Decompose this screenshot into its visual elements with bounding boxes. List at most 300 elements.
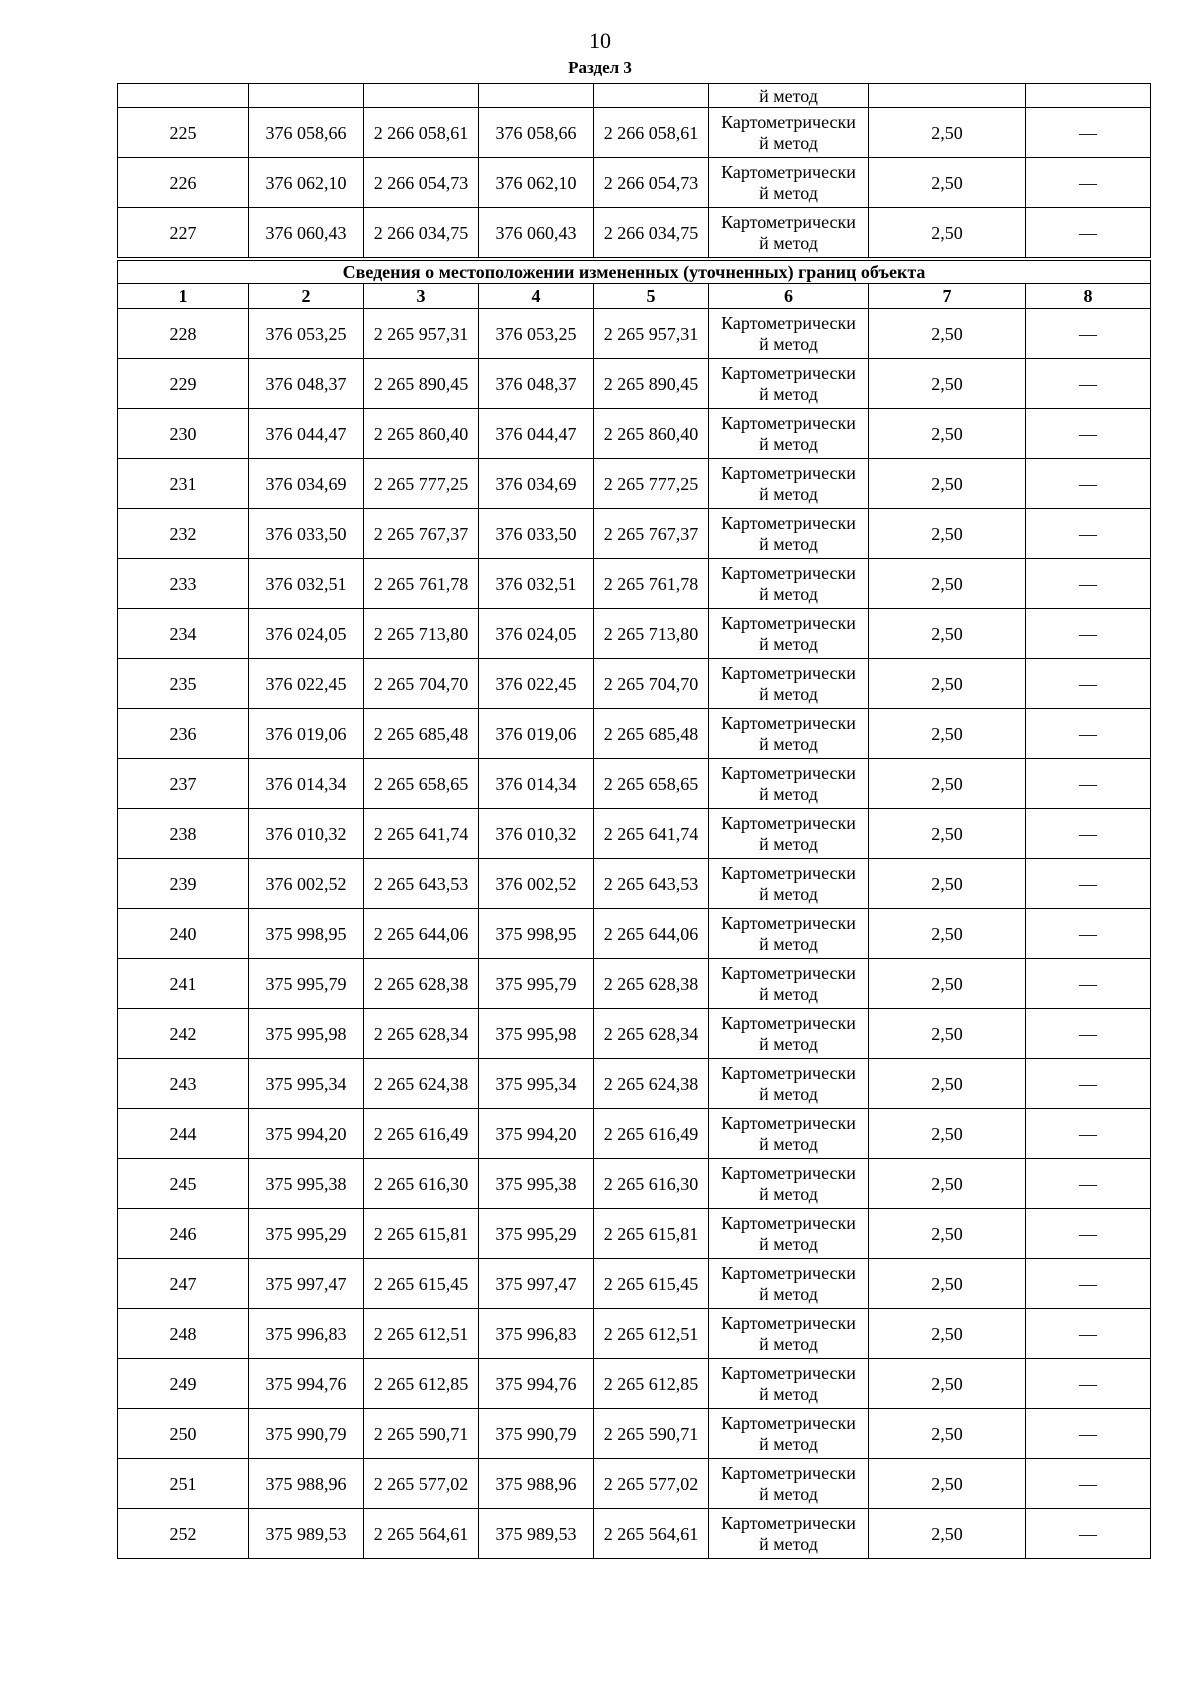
method-cell	[709, 659, 869, 709]
point-number-cell: 252	[118, 1509, 249, 1559]
x-refined-cell: 376 032,51	[479, 559, 594, 609]
x-refined-cell: 376 048,37	[479, 359, 594, 409]
x-existing-cell: 376 048,37	[249, 359, 364, 409]
method-cell	[709, 1459, 869, 1509]
y-existing-cell: 2 265 761,78	[364, 559, 479, 609]
method-line-2: й метод	[759, 933, 818, 954]
x-refined-cell: 375 998,95	[479, 909, 594, 959]
y-refined-cell: 2 265 628,34	[594, 1009, 709, 1059]
x-refined-cell: 376 014,34	[479, 759, 594, 809]
accuracy-cell: 2,50	[869, 1059, 1026, 1109]
accuracy-cell: 2,50	[869, 959, 1026, 1009]
table-row	[118, 659, 1151, 709]
method-line-2: й метод	[759, 483, 818, 504]
y-refined-cell: 2 265 641,74	[594, 809, 709, 859]
note-cell: —	[1026, 859, 1151, 909]
table-row	[118, 1459, 1151, 1509]
y-existing-cell: 2 265 612,51	[364, 1309, 479, 1359]
table-row	[118, 509, 1151, 559]
table-row	[118, 609, 1151, 659]
method-line-2: й метод	[759, 1483, 818, 1504]
y-refined-cell: 2 265 612,51	[594, 1309, 709, 1359]
accuracy-cell: 2,50	[869, 459, 1026, 509]
point-number-cell: 243	[118, 1059, 249, 1109]
point-number-cell: 225	[118, 108, 249, 158]
method-line-1: Картометрически	[721, 762, 856, 783]
table-cell	[364, 84, 479, 108]
accuracy-cell: 2,50	[869, 759, 1026, 809]
point-number-cell: 250	[118, 1409, 249, 1459]
method-line-1: Картометрически	[721, 612, 856, 633]
method-line-1: Картометрически	[721, 662, 856, 683]
method-cell	[709, 309, 869, 359]
accuracy-cell: 2,50	[869, 709, 1026, 759]
x-existing-cell: 376 010,32	[249, 809, 364, 859]
table-cell	[249, 84, 364, 108]
column-number-cell: 7	[869, 284, 1026, 309]
y-existing-cell: 2 265 615,45	[364, 1259, 479, 1309]
subheading-row	[118, 259, 1151, 284]
section-title: Раздел 3	[568, 58, 632, 77]
x-refined-cell: 376 060,43	[479, 208, 594, 260]
note-cell: —	[1026, 1209, 1151, 1259]
table-row	[118, 459, 1151, 509]
method-cell	[709, 859, 869, 909]
note-cell: —	[1026, 1259, 1151, 1309]
method-line-1: Картометрически	[721, 962, 856, 983]
method-cell	[709, 559, 869, 609]
x-refined-cell: 376 033,50	[479, 509, 594, 559]
note-cell: —	[1026, 1309, 1151, 1359]
note-cell: —	[1026, 1359, 1151, 1409]
method-line-1: Картометрически	[721, 1012, 856, 1033]
method-cell	[709, 208, 869, 260]
page-number: 10	[589, 28, 611, 53]
note-cell: —	[1026, 208, 1151, 260]
x-refined-cell: 375 996,83	[479, 1309, 594, 1359]
x-existing-cell: 375 995,79	[249, 959, 364, 1009]
x-existing-cell: 376 033,50	[249, 509, 364, 559]
y-existing-cell: 2 265 957,31	[364, 309, 479, 359]
x-existing-cell: 376 062,10	[249, 158, 364, 208]
y-refined-cell: 2 265 685,48	[594, 709, 709, 759]
method-line-1: Картометрически	[721, 912, 856, 933]
x-existing-cell: 376 053,25	[249, 309, 364, 359]
y-refined-cell: 2 265 658,65	[594, 759, 709, 809]
note-cell: —	[1026, 108, 1151, 158]
y-refined-cell: 2 265 644,06	[594, 909, 709, 959]
y-existing-cell: 2 265 616,49	[364, 1109, 479, 1159]
method-cell	[709, 158, 869, 208]
y-refined-cell: 2 266 058,61	[594, 108, 709, 158]
table-row	[118, 108, 1151, 158]
method-cell	[709, 909, 869, 959]
method-line-2: й метод	[759, 1083, 818, 1104]
x-existing-cell: 375 995,38	[249, 1159, 364, 1209]
method-line-1: Картометрически	[721, 1462, 856, 1483]
table-row	[118, 809, 1151, 859]
table-row	[118, 1159, 1151, 1209]
method-line-2: й метод	[759, 182, 818, 203]
accuracy-cell: 2,50	[869, 1509, 1026, 1559]
method-line-1: Картометрически	[721, 1162, 856, 1183]
point-number-cell: 235	[118, 659, 249, 709]
y-existing-cell: 2 265 628,38	[364, 959, 479, 1009]
x-refined-cell: 375 994,76	[479, 1359, 594, 1409]
y-existing-cell: 2 265 628,34	[364, 1009, 479, 1059]
point-number-cell: 242	[118, 1009, 249, 1059]
y-existing-cell: 2 265 767,37	[364, 509, 479, 559]
y-existing-cell: 2 265 644,06	[364, 909, 479, 959]
x-existing-cell: 376 032,51	[249, 559, 364, 609]
method-line-1: Картометрически	[721, 1262, 856, 1283]
method-line-2: й метод	[759, 1283, 818, 1304]
y-existing-cell: 2 265 704,70	[364, 659, 479, 709]
method-line-2: й метод	[759, 1533, 818, 1554]
x-refined-cell: 375 990,79	[479, 1409, 594, 1459]
y-existing-cell: 2 265 564,61	[364, 1509, 479, 1559]
point-number-cell: 244	[118, 1109, 249, 1159]
column-number-cell: 6	[709, 284, 869, 309]
accuracy-cell: 2,50	[869, 1259, 1026, 1309]
point-number-cell: 239	[118, 859, 249, 909]
table-row	[118, 309, 1151, 359]
table-row	[118, 1359, 1151, 1409]
method-cell	[709, 759, 869, 809]
table-body	[118, 84, 1151, 1559]
method-line-2: й метод	[759, 583, 818, 604]
note-cell: —	[1026, 809, 1151, 859]
method-line-1: Картометрически	[721, 862, 856, 883]
x-refined-cell: 375 989,53	[479, 1509, 594, 1559]
x-refined-cell: 376 002,52	[479, 859, 594, 909]
accuracy-cell: 2,50	[869, 1309, 1026, 1359]
y-existing-cell: 2 265 624,38	[364, 1059, 479, 1109]
method-line-2: й метод	[759, 1433, 818, 1454]
y-existing-cell: 2 265 777,25	[364, 459, 479, 509]
accuracy-cell: 2,50	[869, 1159, 1026, 1209]
y-refined-cell: 2 265 761,78	[594, 559, 709, 609]
table-row	[118, 359, 1151, 409]
note-cell: —	[1026, 1509, 1151, 1559]
method-line-1: Картометрически	[721, 1412, 856, 1433]
note-cell: —	[1026, 1409, 1151, 1459]
accuracy-cell: 2,50	[869, 909, 1026, 959]
method-cell	[709, 959, 869, 1009]
method-cell	[709, 1209, 869, 1259]
x-refined-cell: 376 053,25	[479, 309, 594, 359]
note-cell: —	[1026, 158, 1151, 208]
method-line-2: й метод	[759, 1033, 818, 1054]
x-existing-cell: 376 058,66	[249, 108, 364, 158]
x-existing-cell: 376 002,52	[249, 859, 364, 909]
method-line-1: Картометрически	[721, 462, 856, 483]
y-refined-cell: 2 265 612,85	[594, 1359, 709, 1409]
note-cell: —	[1026, 909, 1151, 959]
table-cell	[1026, 84, 1151, 108]
accuracy-cell: 2,50	[869, 1109, 1026, 1159]
method-cell	[709, 1259, 869, 1309]
y-refined-cell: 2 265 564,61	[594, 1509, 709, 1559]
table-row	[118, 1409, 1151, 1459]
y-refined-cell: 2 265 615,45	[594, 1259, 709, 1309]
accuracy-cell: 2,50	[869, 409, 1026, 459]
accuracy-cell: 2,50	[869, 108, 1026, 158]
table-row	[118, 1109, 1151, 1159]
method-cell	[709, 459, 869, 509]
method-line-2: й метод	[759, 733, 818, 754]
x-existing-cell: 375 994,76	[249, 1359, 364, 1409]
accuracy-cell: 2,50	[869, 509, 1026, 559]
note-cell: —	[1026, 1059, 1151, 1109]
point-number-cell: 245	[118, 1159, 249, 1209]
x-refined-cell: 375 995,98	[479, 1009, 594, 1059]
method-line-2: й метод	[759, 633, 818, 654]
method-cell	[709, 1159, 869, 1209]
table-row	[118, 709, 1151, 759]
y-existing-cell: 2 266 054,73	[364, 158, 479, 208]
accuracy-cell: 2,50	[869, 158, 1026, 208]
method-line-1: Картометрически	[721, 161, 856, 182]
subheading-cell: Сведения о местоположении измененных (уточненных) границ объекта	[118, 259, 1151, 284]
method-line-2: й метод	[759, 1133, 818, 1154]
method-line-1: Картометрически	[721, 412, 856, 433]
y-refined-cell: 2 265 713,80	[594, 609, 709, 659]
table-row	[118, 859, 1151, 909]
method-line-1: Картометрически	[721, 312, 856, 333]
method-line-1: Картометрически	[721, 1362, 856, 1383]
accuracy-cell: 2,50	[869, 559, 1026, 609]
method-cell	[709, 709, 869, 759]
table-row	[118, 959, 1151, 1009]
y-existing-cell: 2 265 713,80	[364, 609, 479, 659]
method-line-1: Картометрически	[721, 362, 856, 383]
x-refined-cell: 375 995,79	[479, 959, 594, 1009]
point-number-cell: 251	[118, 1459, 249, 1509]
x-refined-cell: 376 044,47	[479, 409, 594, 459]
x-refined-cell: 376 058,66	[479, 108, 594, 158]
y-existing-cell: 2 265 658,65	[364, 759, 479, 809]
x-existing-cell: 375 990,79	[249, 1409, 364, 1459]
point-number-cell: 238	[118, 809, 249, 859]
y-refined-cell: 2 265 590,71	[594, 1409, 709, 1459]
point-number-cell: 233	[118, 559, 249, 609]
x-existing-cell: 376 024,05	[249, 609, 364, 659]
y-refined-cell: 2 265 643,53	[594, 859, 709, 909]
method-cell	[709, 1409, 869, 1459]
accuracy-cell: 2,50	[869, 1459, 1026, 1509]
y-existing-cell: 2 265 890,45	[364, 359, 479, 409]
x-existing-cell: 375 994,20	[249, 1109, 364, 1159]
x-existing-cell: 375 995,34	[249, 1059, 364, 1109]
y-refined-cell: 2 266 034,75	[594, 208, 709, 260]
method-cell	[709, 509, 869, 559]
method-cell	[709, 359, 869, 409]
note-cell: —	[1026, 509, 1151, 559]
x-existing-cell: 375 996,83	[249, 1309, 364, 1359]
x-existing-cell: 376 044,47	[249, 409, 364, 459]
point-number-cell: 249	[118, 1359, 249, 1409]
point-number-cell: 232	[118, 509, 249, 559]
accuracy-cell: 2,50	[869, 809, 1026, 859]
point-number-cell: 247	[118, 1259, 249, 1309]
point-number-cell: 241	[118, 959, 249, 1009]
method-line-2: й метод	[759, 683, 818, 704]
note-cell: —	[1026, 759, 1151, 809]
method-cell	[709, 1509, 869, 1559]
table-cell	[479, 84, 594, 108]
x-existing-cell: 375 997,47	[249, 1259, 364, 1309]
method-continuation-cell: й метод	[709, 84, 869, 108]
y-existing-cell: 2 266 034,75	[364, 208, 479, 260]
y-existing-cell: 2 265 643,53	[364, 859, 479, 909]
point-number-cell: 246	[118, 1209, 249, 1259]
y-existing-cell: 2 266 058,61	[364, 108, 479, 158]
x-existing-cell: 376 022,45	[249, 659, 364, 709]
accuracy-cell: 2,50	[869, 208, 1026, 260]
y-refined-cell: 2 265 704,70	[594, 659, 709, 709]
x-refined-cell: 376 024,05	[479, 609, 594, 659]
table-cell	[118, 84, 249, 108]
note-cell: —	[1026, 309, 1151, 359]
note-cell: —	[1026, 659, 1151, 709]
table-row	[118, 1509, 1151, 1559]
method-cell	[709, 1009, 869, 1059]
column-number-cell: 1	[118, 284, 249, 309]
y-existing-cell: 2 265 616,30	[364, 1159, 479, 1209]
x-refined-cell: 376 010,32	[479, 809, 594, 859]
point-number-cell: 226	[118, 158, 249, 208]
y-existing-cell: 2 265 615,81	[364, 1209, 479, 1259]
method-line-1: Картометрически	[721, 1312, 856, 1333]
accuracy-cell: 2,50	[869, 659, 1026, 709]
note-cell: —	[1026, 709, 1151, 759]
note-cell: —	[1026, 359, 1151, 409]
column-numbers-row	[118, 284, 1151, 309]
method-line-1: Картометрически	[721, 1112, 856, 1133]
method-line-2: й метод	[759, 333, 818, 354]
method-line-1: Картометрически	[721, 712, 856, 733]
x-existing-cell: 375 995,98	[249, 1009, 364, 1059]
accuracy-cell: 2,50	[869, 609, 1026, 659]
note-cell: —	[1026, 1109, 1151, 1159]
point-number-cell: 228	[118, 309, 249, 359]
note-cell: —	[1026, 959, 1151, 1009]
note-cell: —	[1026, 459, 1151, 509]
method-line-2: й метод	[759, 1183, 818, 1204]
method-cell	[709, 1359, 869, 1409]
method-cell	[709, 1059, 869, 1109]
table-row	[118, 208, 1151, 260]
method-line-1: Картометрически	[721, 512, 856, 533]
column-number-cell: 8	[1026, 284, 1151, 309]
x-refined-cell: 375 995,34	[479, 1059, 594, 1109]
y-refined-cell: 2 265 615,81	[594, 1209, 709, 1259]
point-number-cell: 248	[118, 1309, 249, 1359]
y-refined-cell: 2 265 957,31	[594, 309, 709, 359]
y-refined-cell: 2 265 616,30	[594, 1159, 709, 1209]
table-row	[118, 1259, 1151, 1309]
point-number-cell: 236	[118, 709, 249, 759]
y-refined-cell: 2 265 767,37	[594, 509, 709, 559]
x-refined-cell: 375 995,29	[479, 1209, 594, 1259]
table-row	[118, 909, 1151, 959]
y-existing-cell: 2 265 641,74	[364, 809, 479, 859]
y-existing-cell: 2 265 577,02	[364, 1459, 479, 1509]
y-refined-cell: 2 265 890,45	[594, 359, 709, 409]
column-number-cell: 4	[479, 284, 594, 309]
method-line-2: й метод	[759, 232, 818, 253]
table-row	[118, 1309, 1151, 1359]
point-number-cell: 227	[118, 208, 249, 260]
x-refined-cell: 375 997,47	[479, 1259, 594, 1309]
accuracy-cell: 2,50	[869, 359, 1026, 409]
x-refined-cell: 376 022,45	[479, 659, 594, 709]
method-line-1: Картометрически	[721, 562, 856, 583]
method-cell	[709, 609, 869, 659]
x-refined-cell: 375 994,20	[479, 1109, 594, 1159]
method-line-2: й метод	[759, 433, 818, 454]
x-existing-cell: 376 060,43	[249, 208, 364, 260]
accuracy-cell: 2,50	[869, 309, 1026, 359]
method-line-2: й метод	[759, 1333, 818, 1354]
method-line-1: Картометрически	[721, 1212, 856, 1233]
table-row	[118, 1059, 1151, 1109]
point-number-cell: 240	[118, 909, 249, 959]
method-line-2: й метод	[759, 833, 818, 854]
accuracy-cell: 2,50	[869, 859, 1026, 909]
method-line-2: й метод	[759, 783, 818, 804]
y-existing-cell: 2 265 685,48	[364, 709, 479, 759]
method-line-2: й метод	[759, 533, 818, 554]
method-line-2: й метод	[759, 883, 818, 904]
method-cell	[709, 108, 869, 158]
note-cell: —	[1026, 1159, 1151, 1209]
note-cell: —	[1026, 559, 1151, 609]
y-refined-cell: 2 265 616,49	[594, 1109, 709, 1159]
note-cell: —	[1026, 1009, 1151, 1059]
method-cell	[709, 409, 869, 459]
coordinates-table	[117, 83, 1151, 1559]
column-number-cell: 2	[249, 284, 364, 309]
method-line-2: й метод	[759, 383, 818, 404]
y-refined-cell: 2 265 577,02	[594, 1459, 709, 1509]
table-row	[118, 158, 1151, 208]
method-line-2: й метод	[759, 1383, 818, 1404]
table-cell	[869, 84, 1026, 108]
table-row	[118, 1209, 1151, 1259]
y-refined-cell: 2 265 860,40	[594, 409, 709, 459]
point-number-cell: 230	[118, 409, 249, 459]
x-existing-cell: 375 995,29	[249, 1209, 364, 1259]
table-row	[118, 409, 1151, 459]
x-refined-cell: 375 995,38	[479, 1159, 594, 1209]
y-existing-cell: 2 265 860,40	[364, 409, 479, 459]
method-cell	[709, 1309, 869, 1359]
point-number-cell: 229	[118, 359, 249, 409]
method-line-2: й метод	[759, 983, 818, 1004]
method-line-1: Картометрически	[721, 211, 856, 232]
x-existing-cell: 375 998,95	[249, 909, 364, 959]
table-row	[118, 759, 1151, 809]
y-existing-cell: 2 265 590,71	[364, 1409, 479, 1459]
x-refined-cell: 376 062,10	[479, 158, 594, 208]
point-number-cell: 234	[118, 609, 249, 659]
y-existing-cell: 2 265 612,85	[364, 1359, 479, 1409]
method-line-1: Картометрически	[721, 1062, 856, 1083]
method-line-1: Картометрически	[721, 812, 856, 833]
x-existing-cell: 376 014,34	[249, 759, 364, 809]
